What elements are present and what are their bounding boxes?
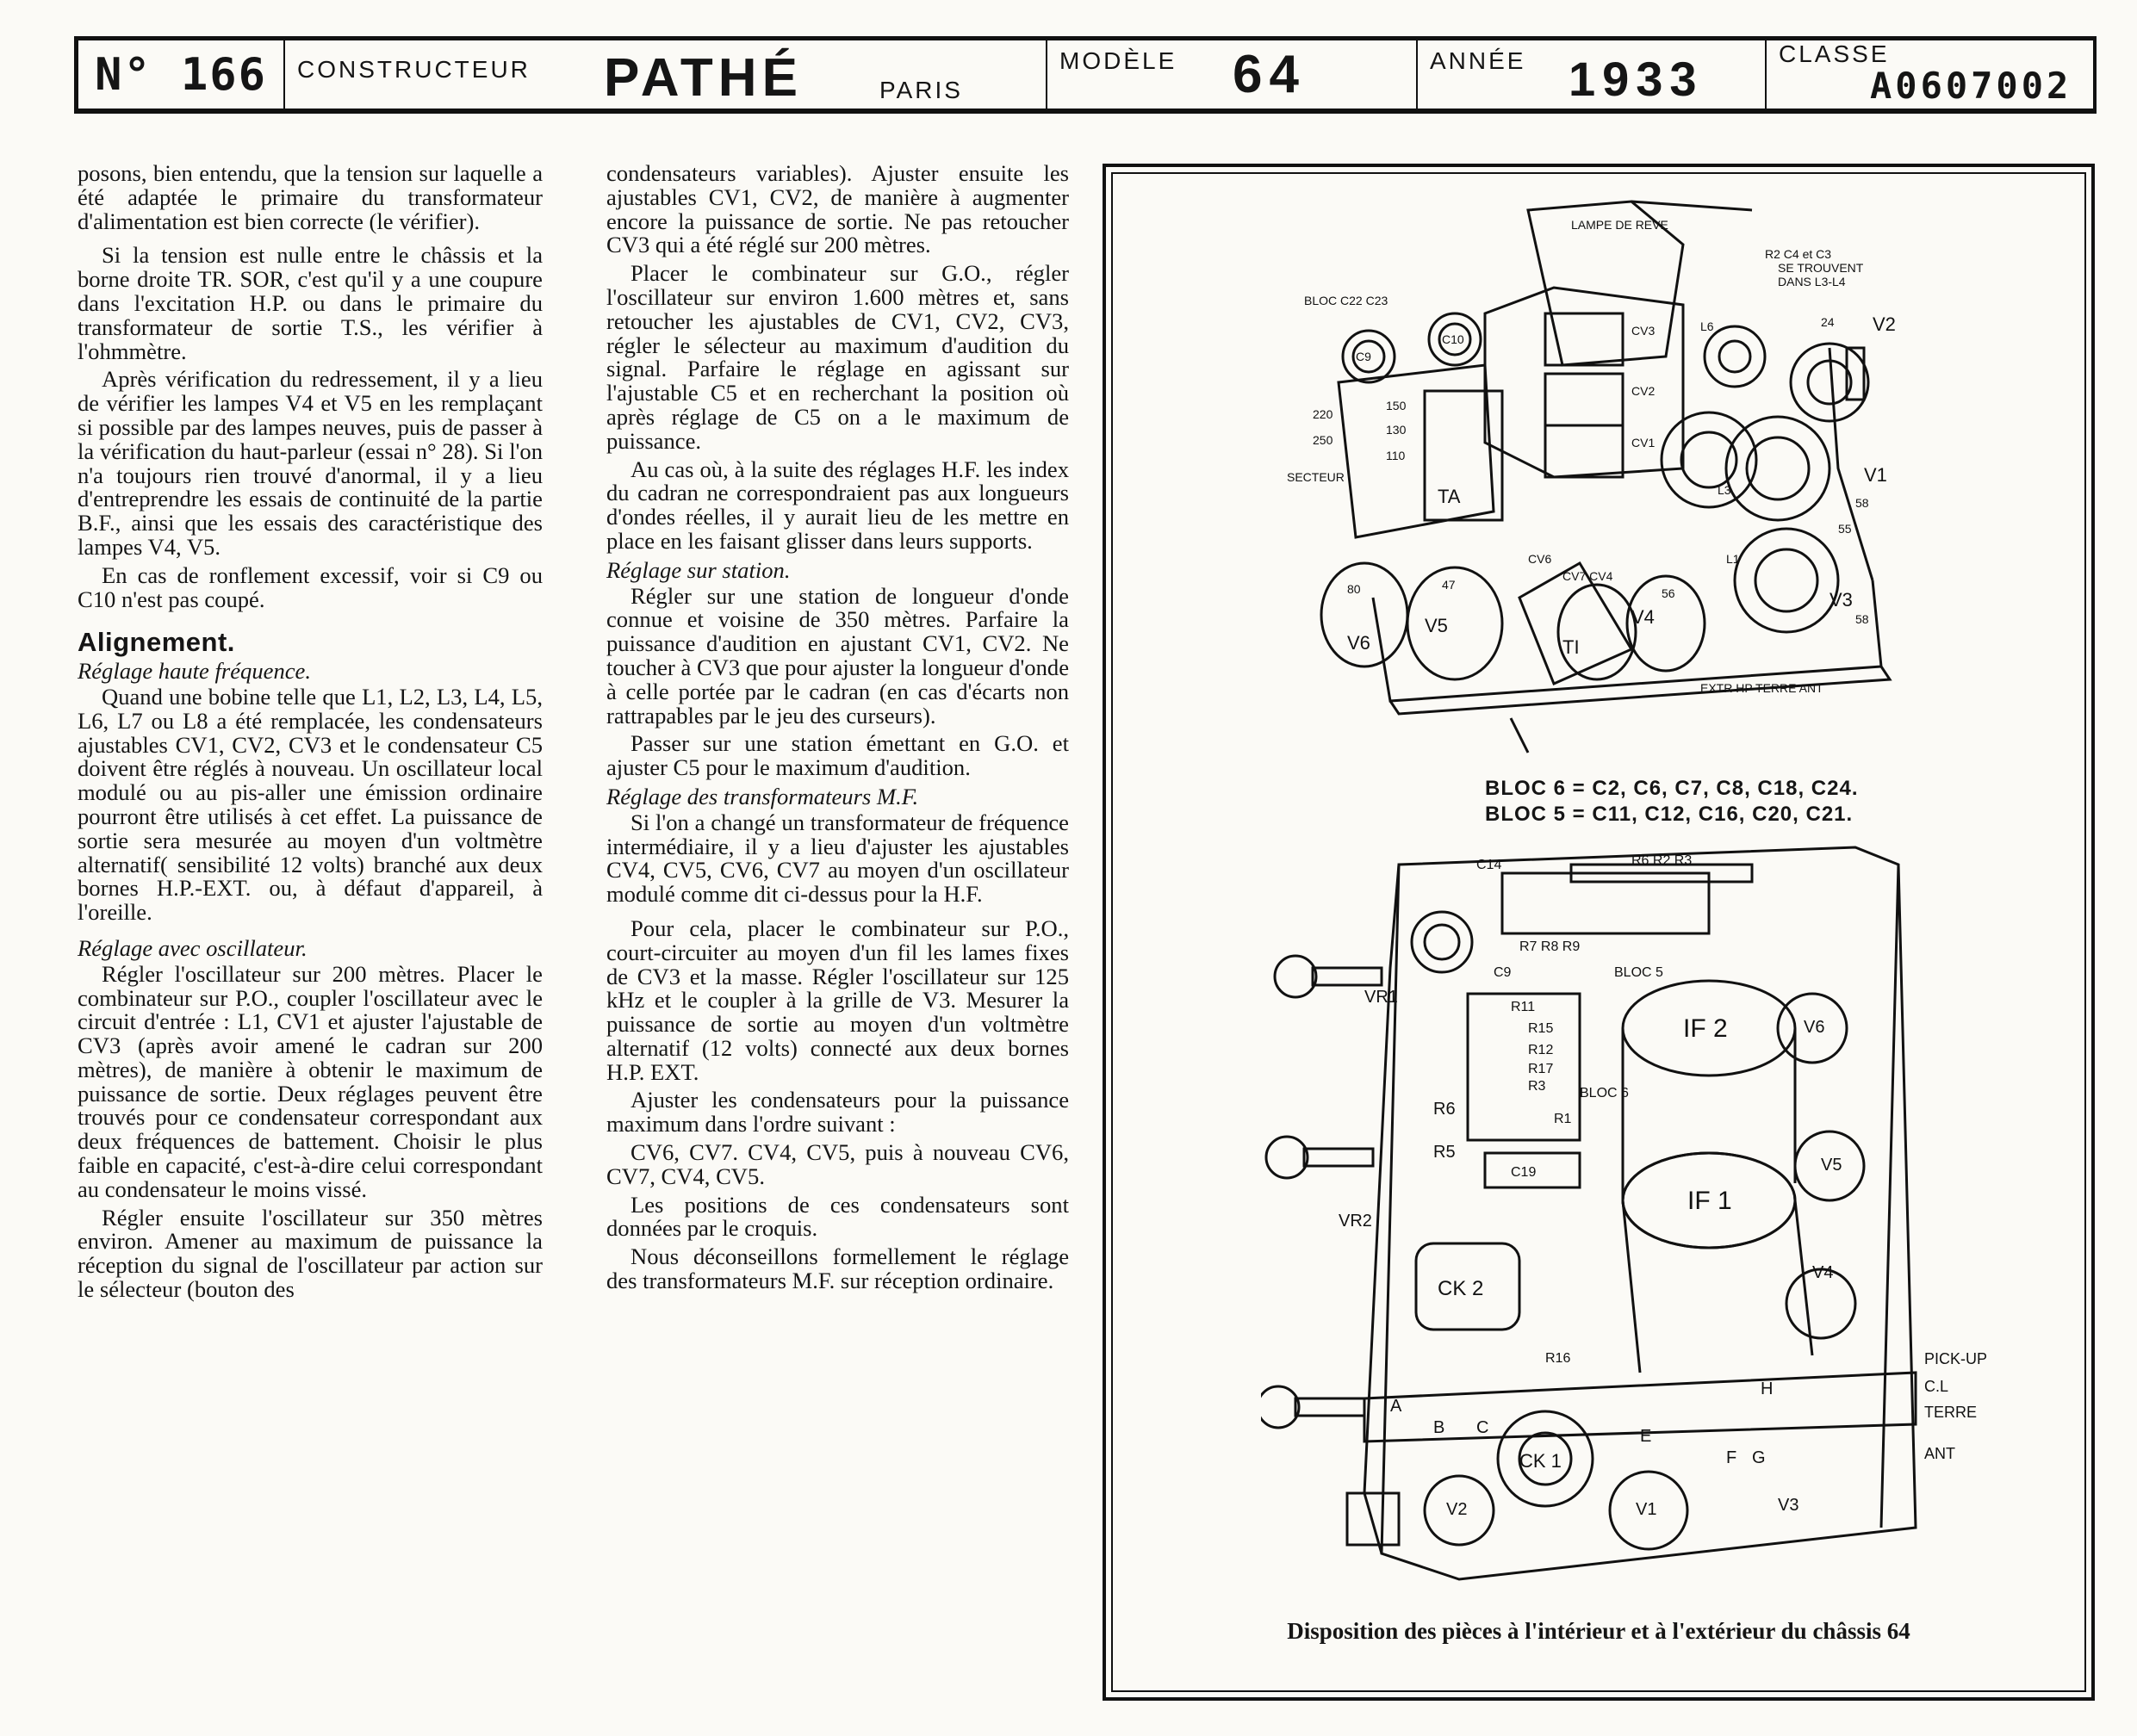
label-r2note2: SE TROUVENT [1778, 261, 1864, 275]
label-r1: R1 [1554, 1112, 1572, 1126]
label-v6: V6 [1347, 632, 1370, 654]
label-h: H [1761, 1380, 1774, 1398]
label-b: B [1433, 1418, 1445, 1437]
label-l1: L1 [1726, 552, 1740, 566]
paragraph: posons, bien entendu, que la tension sur laquelle a été adaptée le primaire du transformateur d'alimentation est bien correcte (le vérifier). [78, 160, 543, 234]
label-v4: V4 [1812, 1263, 1834, 1282]
label-80: 80 [1347, 582, 1361, 596]
label-v6: V6 [1804, 1018, 1825, 1037]
paragraph: Au cas où, à la suite des réglages H.F. les index du cadran ne correspondraient pas aux longueurs d'ondes réelles, il y aurait lieu de les mettre en place en les faisant glisser dans leurs supports. [606, 456, 1069, 554]
label-pickup: PICK-UP [1924, 1350, 1988, 1367]
label-v2: V2 [1873, 313, 1896, 335]
label-v1: V1 [1636, 1500, 1657, 1519]
label-c9: C9 [1494, 965, 1512, 980]
label-v5: V5 [1425, 615, 1448, 636]
label-cv6: CV6 [1528, 552, 1552, 566]
label-110: 110 [1386, 449, 1406, 462]
paragraph: Si la tension est nulle entre le châssis et la borne droite TR. SOR, c'est qu'il y a une coupure dans l'excitation H.P. ou dans le primaire du transformateur de sortie T.S., les vérifier à l'ohmmètre. [78, 242, 543, 364]
classe-cell [1767, 40, 2093, 108]
paragraph: CV6, CV7. CV4, CV5, puis à nouveau CV6, CV7, CV4, CV5. [606, 1139, 1069, 1189]
label-v1: V1 [1864, 464, 1887, 486]
label-bloc5: BLOC 5 [1614, 965, 1663, 980]
label-24: 24 [1821, 315, 1835, 329]
label-ta: TA [1438, 486, 1461, 507]
label-r16: R16 [1545, 1351, 1571, 1366]
label-r6r: R6 R2 R3 [1631, 853, 1693, 868]
label-58a: 58 [1855, 496, 1869, 510]
label-cv7: CV7 CV4 [1562, 569, 1613, 583]
label-r2note: R2 C4 et C3 [1765, 247, 1832, 261]
label-if1: IF 1 [1687, 1187, 1732, 1215]
label-lamp: LAMPE DE REVE [1571, 218, 1668, 232]
label-r5: R5 [1433, 1143, 1456, 1162]
label-v3: V3 [1778, 1496, 1799, 1515]
label-r12: R12 [1528, 1043, 1554, 1057]
paragraph: En cas de ronflement excessif, voir si C9 ou C10 n'est pas coupé. [78, 561, 543, 612]
constructeur-cell [285, 40, 1047, 108]
label-c19: C19 [1511, 1165, 1537, 1180]
label-v3: V3 [1829, 589, 1853, 611]
bloc6-line: BLOC 6 = C2, C6, C7, C8, C18, C24. [1485, 777, 1859, 800]
label-r6: R6 [1433, 1100, 1456, 1119]
paragraph: Après vérification du redressement, il y a lieu de vérifier les lampes V4 et V5 en les remplaçant si possible par des lampes neuves, puis de passer à la vérification du haut-parleur (essai n° 28). Si l'on n'a toujours rien trouvé d'anormal, il y a lieu d'entreprendre les essais de continuité de la partie B.F., ainsi que les essais des caractéristique des lampes V4, V5. [78, 366, 543, 560]
label-c10: C10 [1442, 332, 1464, 346]
label-cl: C.L [1924, 1378, 1949, 1395]
modele-label: MODÈLE [1059, 47, 1177, 74]
label-ti: TI [1562, 636, 1580, 658]
label-l6: L6 [1700, 319, 1714, 333]
brand-city: PARIS [879, 77, 963, 103]
label-250: 250 [1313, 433, 1333, 447]
label-ck1: CK 1 [1519, 1450, 1562, 1472]
label-r2note3: DANS L3-L4 [1778, 275, 1846, 288]
label-l3: L3 [1718, 483, 1731, 497]
paragraph: Les positions de ces condensateurs sont données par le croquis. [606, 1191, 1069, 1242]
annee-value: 1933 [1569, 52, 1704, 106]
label-55: 55 [1838, 522, 1852, 536]
bloc-legend [1485, 776, 1858, 828]
label-cv1: CV1 [1631, 436, 1656, 450]
annee-cell [1418, 40, 1767, 108]
constructeur-label: CONSTRUCTEUR [297, 56, 531, 83]
classe-value: A0607002 [1870, 65, 2072, 107]
label-f: F [1726, 1448, 1737, 1467]
label-secteur: SECTEUR [1287, 470, 1345, 484]
label-r17: R17 [1528, 1062, 1554, 1076]
label-r15: R15 [1528, 1021, 1554, 1036]
label-150: 150 [1386, 399, 1407, 412]
subheading: Réglage haute fréquence. [78, 658, 312, 685]
paragraph: Nous déconseillons formellement le réglage des transformateurs M.F. sur réception ordinaire. [606, 1243, 1069, 1294]
classe-label: CLASSE [1779, 40, 1890, 67]
modele-value: 64 [1233, 45, 1306, 104]
label-cv3: CV3 [1631, 324, 1656, 338]
paragraph: Régler l'oscillateur sur 200 mètres. Placer le combinateur sur P.O., coupler l'oscillateur avec le circuit d'entrée : L1, CV1 et ajuster l'ajustable de CV3 (après avoir amené le cadran sur 200 mètres), de manière à obtenir le maximum de puissance de sortie. Deux réglages peuvent être trouvés pour ce condensateur correspondant aux deux fréquences de battement. Choisir le plus faible en capacité, c'est-à-dire celui correspondant au condensateur le moins vissé. [78, 960, 543, 1202]
paragraph: Régler ensuite l'oscillateur sur 350 mètres environ. Amener au maximum de puissance la réception du signal de l'oscillateur par action sur le sélecteur (bouton des [78, 1204, 543, 1303]
subheading: Réglage des transformateurs M.F. [606, 783, 919, 809]
label-c14: C14 [1476, 858, 1502, 872]
label-c9: C9 [1356, 350, 1371, 363]
label-terre: TERRE [1924, 1404, 1978, 1421]
label-bloc6: BLOC 6 [1580, 1086, 1629, 1100]
label-if2: IF 2 [1683, 1014, 1728, 1043]
label-v4: V4 [1631, 606, 1655, 628]
text-column-1 [78, 162, 543, 1306]
brand-name: PATHÉ [604, 48, 803, 108]
label-47: 47 [1442, 578, 1456, 592]
record-header [74, 36, 2097, 114]
annee-label: ANNÉE [1430, 47, 1526, 74]
paragraph: Ajuster les condensateurs pour la puissance maximum dans l'ordre suivant : [606, 1087, 1069, 1138]
record-number: N° 166 [78, 40, 285, 108]
paragraph: Quand une bobine telle que L1, L2, L3, L4, L5, L6, L7 ou L8 a été remplacée, les condensateurs ajustables CV1, CV2, CV3 et le condensateur C5 doivent être réglés à nouveau. Un oscillateur local modulé ou au pis-aller une émission ordinaire pourront être utilisés à cet effet. La puissance de sortie sera mesurée au moyen d'un voltmètre alternatif( sensibilité 12 volts) branché aux deux bornes H.P.-EXT. ou, à défaut d'appareil, à l'oreille. [78, 683, 543, 926]
paragraph: condensateurs variables). Ajuster ensuite les ajustables CV1, CV2, de manière à augmenter encore la puissance de sortie. Ne pas retoucher CV3 qui a été réglé sur 200 mètres. [606, 160, 1069, 258]
subheading: Réglage sur station. [606, 556, 791, 583]
label-vr2: VR2 [1339, 1212, 1372, 1231]
text-column-2 [606, 162, 1069, 1298]
label-130: 130 [1386, 423, 1407, 437]
paragraph: Placer le combinateur sur G.O., régler l'oscillateur sur environ 1.600 mètres et, sans retoucher les ajustables de CV1, CV2, CV3, régler le sélecteur au maximum d'audition du signal. Parfaire le réglage en agissant sur l'ajustable C5 et en recherchant la position où après réglage de C5 on a le maximum de puissance. [606, 260, 1069, 454]
label-bottom-terms: EXTR HP TERRE ANT [1700, 681, 1823, 695]
label-ck2: CK 2 [1438, 1277, 1484, 1300]
paragraph: Si l'on a changé un transformateur de fréquence intermédiaire, il y a lieu d'ajuster les ajustables CV4, CV5, CV6, CV7 au moyen d'un oscillateur modulé comme dit ci-dessus pour la H.F. [606, 809, 1069, 908]
label-r3: R3 [1528, 1079, 1546, 1094]
label-g: G [1752, 1448, 1766, 1467]
label-56: 56 [1662, 586, 1675, 600]
paragraph: Passer sur une station émettant en G.O. et ajuster C5 pour le maximum d'audition. [606, 730, 1069, 781]
label-220: 220 [1313, 407, 1333, 421]
label-a: A [1390, 1397, 1402, 1416]
label-ant: ANT [1924, 1445, 1955, 1462]
label-r11: R11 [1511, 1000, 1536, 1014]
label-58b: 58 [1855, 612, 1869, 626]
label-e: E [1640, 1427, 1652, 1446]
label-v2: V2 [1446, 1500, 1468, 1519]
chassis-top-view-drawing [1270, 184, 1924, 778]
paragraph: Régler sur une station de longueur d'onde connue et voisine de 350 mètres. Parfaire la puissance d'audition en ajustant CV1, CV2. Ne toucher à CV3 que pour ajuster la longueur d'onde à celle portée par le cadran (en cas d'écarts non rattrapables par le jeu des curseurs). [606, 582, 1069, 728]
paragraph: Pour cela, placer le combinateur sur P.O., court-circuiter au moyen d'un fil les lames fixes de CV3 et la masse. Régler l'oscillateur sur 125 kHz et le coupler à la grille de V3. Mesurer la puissance de sortie au moyen d'un voltmètre alternatif (12 volts) connecté aux deux bornes H.P. EXT. [606, 914, 1069, 1085]
label-bloc: BLOC C22 C23 [1304, 294, 1388, 307]
label-cv2: CV2 [1631, 384, 1656, 398]
section-heading: Alignement. [78, 627, 235, 658]
figure-caption: Disposition des pièces à l'intérieur et à l'extérieur du châssis 64 [1287, 1618, 1910, 1644]
subheading: Réglage avec oscillateur. [78, 934, 308, 961]
label-v5: V5 [1821, 1156, 1842, 1175]
figure-panel [1103, 164, 2095, 1701]
modele-cell [1047, 40, 1418, 108]
chassis-bottom-view-drawing [1261, 839, 2002, 1596]
bloc5-line: BLOC 5 = C11, C12, C16, C20, C21. [1485, 803, 1854, 826]
label-r7r9: R7 R8 R9 [1519, 939, 1581, 954]
label-vr1: VR1 [1364, 988, 1398, 1007]
label-c: C [1476, 1418, 1489, 1437]
